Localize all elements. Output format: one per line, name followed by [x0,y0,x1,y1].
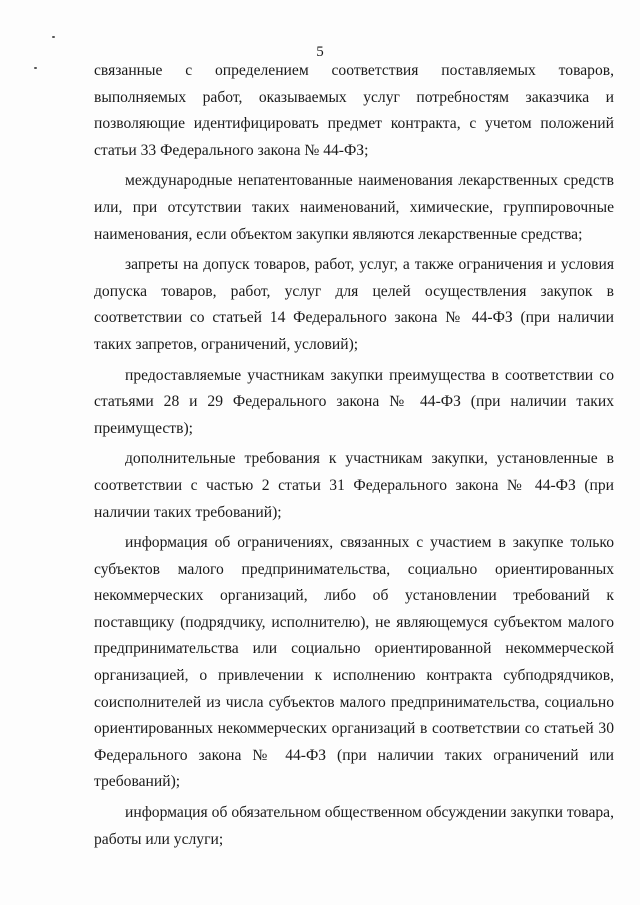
scan-speck [34,67,37,69]
paragraph-continuation: связанные с определением соответствия поставляемых товаров, выполняемых работ, оказываемых услуг потребностям заказчика и позволяющие идентифицировать предмет контракта, с учетом положений статьи 33 Федерального закона № 44-ФЗ; [94,62,614,159]
scan-speck [52,36,55,38]
paragraph-small-business-restrictions: информация об ограничениях, связанных с участием в закупке только субъектов малого предпринимательства, социально ориентированных некоммерческих организаций, либо об установлении требований к поставщику (подрядчику, исполнителю), не являющемуся субъектом малого предпринимательства или социально ориентированной некоммерческой организацией, о привлечении к исполнению контракта субподрядчиков, соисполнителей из числа субъектов малого предпринимательства, социально ориентированных некоммерческих организаций в соответствии со статьей 30 Федерального закона № 44-ФЗ (при наличии таких ограничений или требований); [94,534,614,791]
paragraph-bans-restrictions: запреты на допуск товаров, работ, услуг, а также ограничения и условия допуска товаров, работ, услуг для целей осуществления закупок в соответствии со статьей 14 Федерального закона № 44-ФЗ (при наличии таких запретов, ограничений, условий); [94,256,614,353]
paragraph-additional-requirements: дополнительные требования к участникам закупки, установленные в соответствии с частью 2 статьи 31 Федерального закона № 44-ФЗ (при наличии таких требований); [94,450,614,521]
document-body [94,58,614,853]
paragraph-advantages: предоставляемые участникам закупки преимущества в соответствии со статьями 28 и 29 Федерального закона № 44-ФЗ (при наличии таких преимуществ); [94,366,614,437]
paragraph-public-discussion: информация об обязательном общественном обсуждении закупки товара, работы или услуги; [94,804,614,848]
page-number: 5 [316,44,324,60]
paragraph-inn-names: международные непатентованные наименования лекарственных средств или, при отсутствии таких наименований, химические, группировочные наименования, если объектом закупки являются лекарственные средства; [94,172,614,243]
